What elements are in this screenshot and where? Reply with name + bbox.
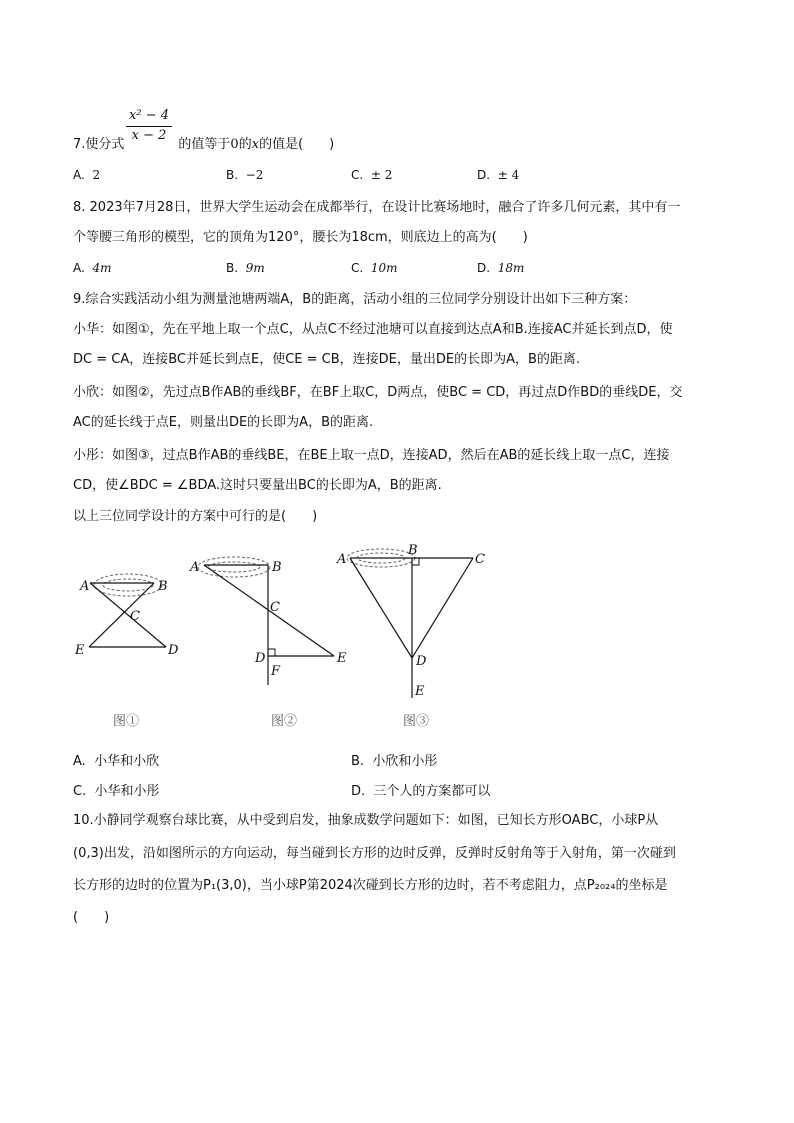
- fig3-segment-ad: [350, 558, 412, 658]
- q7-option-b: B. −2: [226, 168, 264, 182]
- q7-fraction-numerator: x² − 4: [129, 108, 169, 123]
- fig2-pond-outer: [198, 557, 270, 577]
- q9-line-6: 小彤：如图③，过点B作AB的垂线BE，在BE上取一点D，连接AD，然后在AB的延长线上取一点C，连接: [73, 448, 670, 463]
- fig1-label-e: E: [75, 643, 85, 658]
- fig2-right-angle-mark: [268, 649, 275, 656]
- q7-stem: [73, 135, 334, 155]
- q7-option-c: C. ± 2: [351, 168, 393, 182]
- q7-fraction-bar: [126, 126, 172, 127]
- fig1-label-c: C: [130, 609, 140, 624]
- fig3-label-e: E: [415, 684, 425, 699]
- q7-stem-zero: 0: [230, 137, 239, 152]
- fig3-label-a: A: [337, 552, 347, 567]
- q7-option-a: A. 2: [73, 168, 101, 182]
- fig2-label-f: F: [271, 664, 281, 679]
- q10-line-3: 长方形的边时的位置为P₁(3,0)，当小球P第2024次碰到长方形的边时，若不考虑阻力，点P₂₀₂₄的坐标是: [73, 878, 668, 893]
- fig1-label-b: B: [158, 579, 168, 594]
- q7-stem-pre: 7.使分式: [73, 137, 125, 152]
- q9-line-2: 小华：如图①，先在平地上取一个点C，从点C不经过池塘可以直接到达点A和B.连接AC并延长到点D，使: [73, 322, 673, 337]
- q9-line-4: 小欣：如图②，先过点B作AB的垂线BF，在BF上取C，D两点，使BC = CD，再过点D作BD的垂线DE，交: [73, 385, 683, 400]
- q7-fraction-denominator: x − 2: [131, 128, 167, 143]
- fig2-segment-ae: [204, 565, 334, 656]
- q9-figure-2-caption: 图②: [271, 714, 298, 729]
- q8-line-2: 个等腰三角形的模型，它的顶角为120°，腰长为18cm，则底边上的高为( ): [73, 230, 528, 245]
- fig2-label-a: A: [190, 560, 200, 575]
- q9-line-3: DC = CA，连接BC并延长到点E，使CE = CB，连接DE，量出DE的长即为A，B的距离.: [73, 352, 581, 367]
- fig3-right-angle-mark: [412, 558, 419, 565]
- fig1-label-d: D: [168, 643, 179, 658]
- q7-stem-mid2: 的: [238, 137, 252, 152]
- q8-option-a: A. 4m: [73, 261, 112, 275]
- q10-line-2: (0,3)出发，沿如图所示的方向运动，每当碰到长方形的边时反弹，反弹时反射角等于入射角，第一次碰到: [73, 846, 676, 861]
- fig2-label-d: D: [255, 651, 266, 666]
- fig3-label-c: C: [475, 552, 485, 567]
- q9-option-a: A. 小华和小欣: [73, 754, 160, 769]
- q7-option-d: D. ± 4: [477, 168, 520, 182]
- q7-stem-var: x: [251, 137, 260, 152]
- fig1-segment-ad: [90, 583, 166, 647]
- q10-line-4: ( ): [73, 910, 110, 925]
- fig3-segment-cd: [412, 558, 473, 658]
- q9-line-1: 9.综合实践活动小组为测量池塘两端A，B的距离，活动小组的三位同学分别设计出如下三种方案：: [73, 292, 637, 307]
- fig1-segment-be: [89, 583, 154, 647]
- q9-option-d: D. 三个人的方案都可以: [351, 784, 491, 799]
- q9-figure-3: [335, 540, 495, 705]
- q7-stem-post: 的值是( ): [259, 137, 335, 152]
- fig2-label-c: C: [270, 600, 280, 615]
- fig2-label-b: B: [272, 560, 282, 575]
- fig3-label-d: D: [416, 654, 427, 669]
- q9-option-b: B. 小欣和小彤: [351, 754, 438, 769]
- q7-stem-mid: 的值等于: [178, 137, 231, 152]
- q8-option-b: B. 9m: [226, 261, 265, 275]
- q8-option-d: D. 18m: [477, 261, 525, 275]
- fig2-label-e: E: [337, 651, 347, 666]
- fig2-pond-inner: [208, 562, 260, 572]
- q9-line-7: CD，使∠BDC = ∠BDA.这时只要量出BC的长即为A，B的距离.: [73, 478, 442, 493]
- q10-line-1: 10.小静同学观察台球比赛，从中受到启发，抽象成数学问题如下：如图，已知长方形OABC，小球P从: [73, 813, 659, 828]
- q8-line-1: 8. 2023年7月28日，世界大学生运动会在成都举行，在设计比赛场地时，融合了许多几何元素，其中有一: [73, 200, 681, 215]
- q9-line-5: AC的延长线于点E，则量出DE的长即为A，B的距离.: [73, 415, 374, 430]
- q9-line-8: 以上三位同学设计的方案中可行的是( ): [73, 509, 318, 524]
- fig3-label-b: B: [408, 543, 418, 558]
- q9-figure-1-caption: 图①: [113, 714, 140, 729]
- q9-figure-3-caption: 图③: [403, 714, 430, 729]
- q9-option-c: C. 小华和小彤: [73, 784, 160, 799]
- fig1-pond-inner: [103, 579, 153, 591]
- q9-figure-2: [186, 550, 351, 695]
- q8-option-c: C. 10m: [351, 261, 398, 275]
- fig1-label-a: A: [80, 579, 90, 594]
- q9-figure-1: [70, 565, 190, 665]
